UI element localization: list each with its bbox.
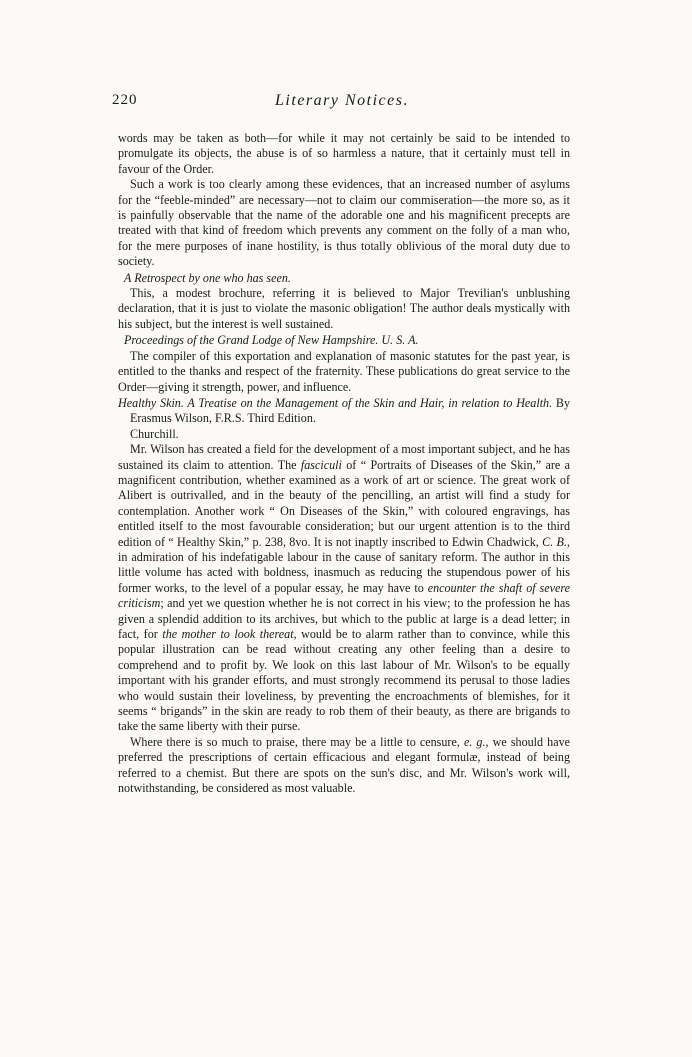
text-run-italic: fasciculi [300,457,342,472]
paragraph: The compiler of this exportation and explanation of masonic statutes for the past year, is entitled to the thanks and respect of the fraternity. These publications do great service to the Order—giving it strength, power, and influence. [118,348,570,394]
page-number: 220 [112,92,138,108]
text-run: Where there is so much to praise, there may be a little to censure, [130,734,464,749]
text-run: Mr. Wilson has created a field for the development of a most important subject, and he has sustained its claim to attention. The [118,442,570,472]
paragraph: words may be taken as both—for while it may not certainly be said to be intended to promulgate its objects, the abuse is of so harmless a nature, that it certainly must tell in favour of the Order. [118,131,570,176]
text-run-italic: encounter the shaft of severe criticism [118,580,570,611]
paragraph [118,442,570,735]
paragraph: This, a modest brochure, referring it is believed to Major Trevilian's unblushing declaration, that it is just to violate the masonic obligation! The author deals mystically with his subject, but the interest is well sustained. [118,286,570,331]
notice-title-italic: Healthy Skin. A Treatise on the Management of the Skin and Hair, in relation to Health. [118,395,553,410]
text-run: ; and yet we question whether he is not correct in his view; to the profession he has given a splendid addition to its archives, but which to the public at large is a dead letter; in fact, for [118,596,570,641]
notice-title [118,396,570,427]
text-run: , we should have preferred the prescriptions of certain efficacious and elegant formulæ, instead of being referred to a chemist. But there are spots on the sun's disc, and Mr. Wilson's work will, notwithstanding, be considered as most valuable. [118,734,570,796]
publisher: Churchill. [130,426,179,441]
text-run-italic: C. B. [542,534,567,549]
text-run-italic: e. g. [463,734,486,749]
notice-title-author: By Erasmus Wilson, F.R.S. Third Edition. [130,395,571,426]
text-run-italic: the mother to look thereat [162,627,294,641]
notice-title: A Retrospect by one who has seen. [124,270,291,285]
paragraph [118,735,570,797]
running-title: Literary Notices. [275,92,409,109]
text-run: , in admiration of his indefatigable labour in the cause of sanitary reform. The author in this little volume has acted with boldness, inasmuch as reducing the stupendous power of his former works, to the level of a popular essay, he may have to [118,534,571,595]
notice-title: Proceedings of the Grand Lodge of New Hampshire. U. S. A. [124,333,419,348]
page-header [112,92,572,118]
paragraph: Such a work is too clearly among these evidences, that an increased number of asylums for the “feeble-minded” are necessary—not to claim our commiseration—the more so, as it is painfully observable that the name of the adorable one and his magnificent precepts are treated with that kind of freedom which prevents any comment on the folly of a man who, for the mere purposes of inane hostility, is thus totally oblivious of the moral duty due to society. [118,177,570,269]
text-run: , would be to alarm rather than to convince, while this popular illustration can be read without creating any other feeling than a desire to comprehend and to profit by. We look on this last labour of Mr. Wilson's to be equally important with his grander efforts, and must strongly recommend its perusal to those ladies who would sustain their loveliness, by preventing the encroachments of blemishes, for it seems “ brigands” in the skin are ready to rob them of their beauty, as there are brigands to take the same liberty with their purse. [118,627,570,734]
article-body [118,131,570,796]
text-run: of “ Portraits of Diseases of the Skin,” are a magnificent contribution, whether examined as a work of art or science. The great work of Alibert is outrivalled, and in the beauty of the pencilling, an artist will find a study for contemplation. Another work “ On Diseases of the Skin,” with coloured engravings, has entitled itself to the most favourable consideration; but our urgent attention is to the third edition of “ Healthy Skin,” p. 238, 8vo. It is not inaptly inscribed to Edwin Chadwick, [118,457,570,549]
